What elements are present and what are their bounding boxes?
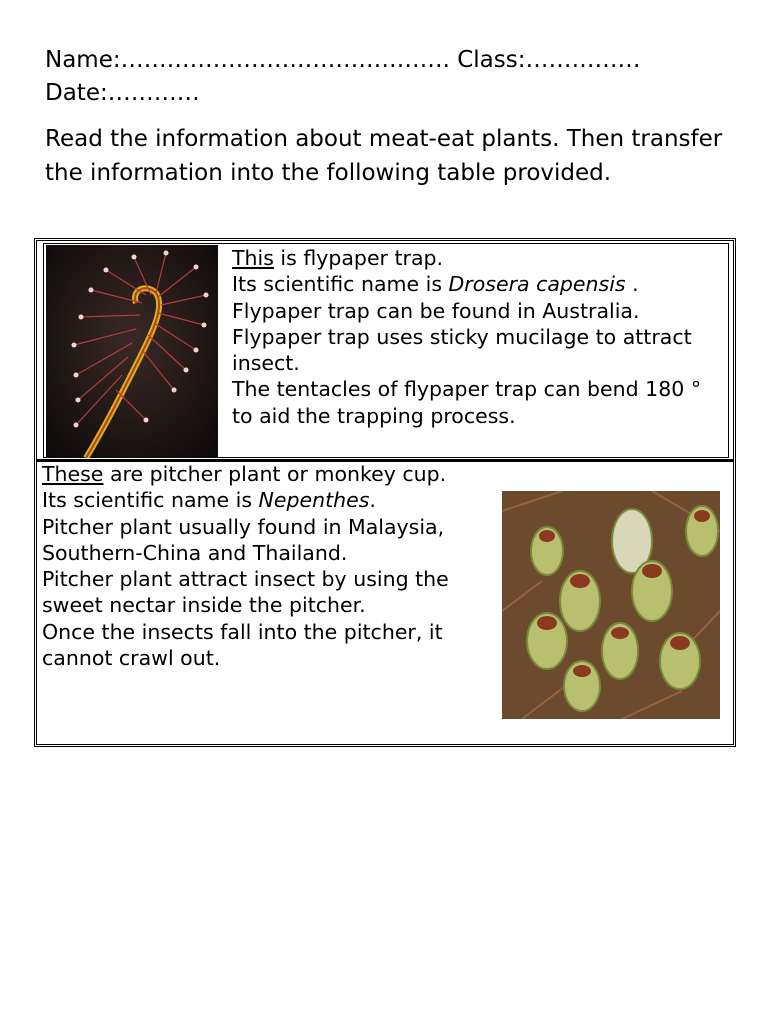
instructions: Read the information about meat-eat plants. Then transfer the information into the following table provided.	[45, 126, 723, 186]
info-table	[34, 238, 736, 747]
pitcher-attract: Pitcher plant attract insect by using the sweet nectar inside the pitcher.	[42, 567, 449, 618]
flypaper-text	[232, 245, 727, 429]
flypaper-row	[43, 243, 729, 458]
flypaper-attract: Flypaper trap uses sticky mucilage to attract insect.	[232, 324, 692, 376]
flypaper-intro: This is flypaper trap.	[232, 246, 444, 270]
drosera-photo	[46, 245, 218, 458]
worksheet-header	[45, 44, 735, 110]
pitcher-trap: Once the insects fall into the pitcher, it cannot crawl out.	[42, 619, 443, 671]
nepenthes-photo	[502, 491, 720, 719]
date-line: Date:…………	[45, 80, 200, 106]
name-class-line: Name:……………………………………. Class:……………	[45, 47, 641, 73]
pitcher-location: Pitcher plant usually found in Malaysia, Southern-China and Thailand.	[42, 514, 445, 565]
flypaper-scientific-name: Its scientific name is Drosera capensis .	[232, 272, 639, 297]
pitcher-scientific-name: Its scientific name is Nepenthes.	[42, 488, 376, 513]
pitcher-text	[42, 461, 497, 671]
flypaper-location: Flypaper trap can be found in Australia.	[232, 298, 640, 323]
pitcher-intro: These are pitcher plant or monkey cup.	[42, 462, 447, 486]
flypaper-tentacles: The tentacles of flypaper trap can bend 180 ° to aid the trapping process.	[232, 377, 702, 428]
